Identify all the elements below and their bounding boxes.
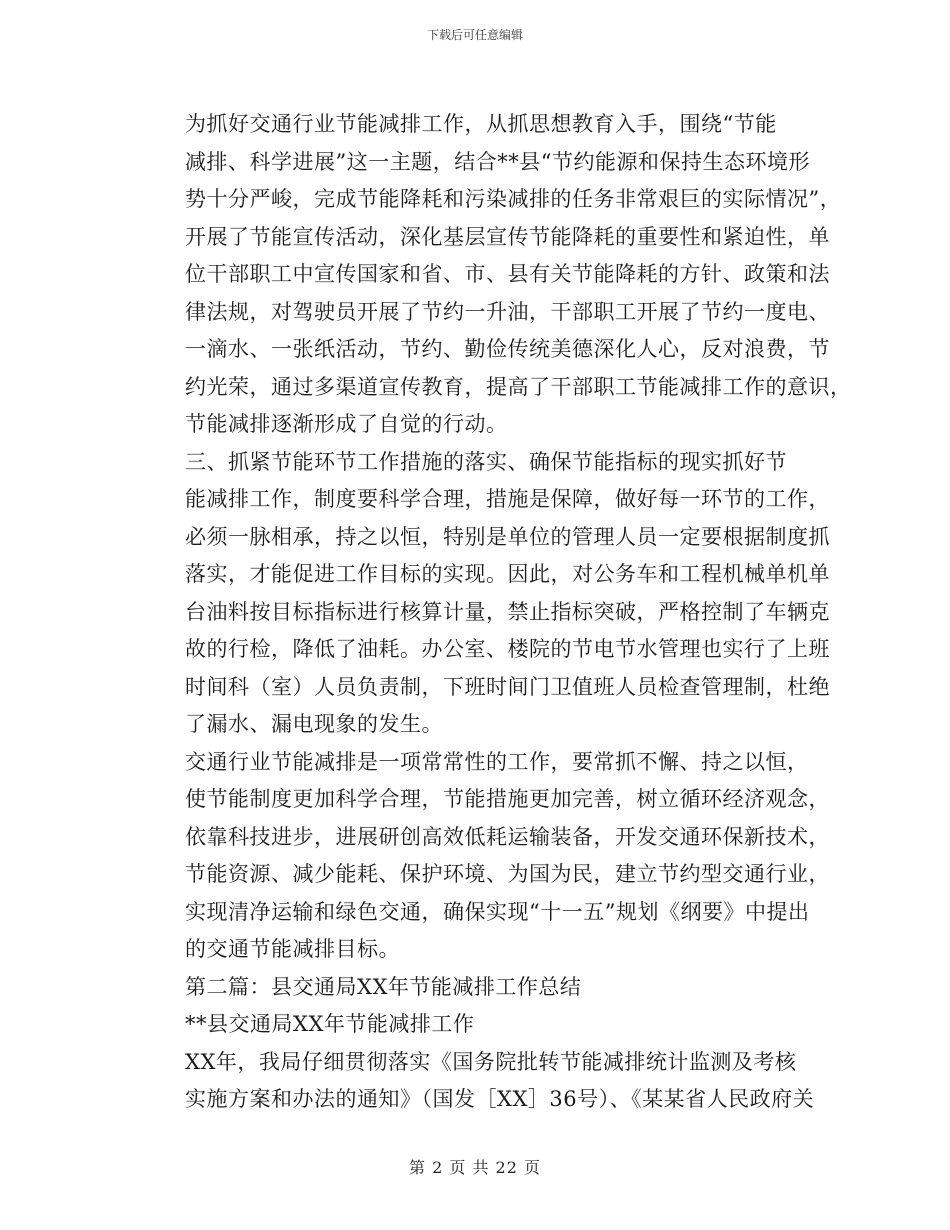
text-line: 一滴水、一张纸活动，节约、勤俭传统美德深化人心，反对浪费，节 <box>185 337 830 361</box>
text-line: 开展了节能宣传活动，深化基层宣传节能降耗的重要性和紧迫性，单 <box>185 224 830 249</box>
text-line: 故的行检，降低了油耗。办公室、楼院的节电节水管理也实行了上班 <box>185 637 830 661</box>
paragraph-xx-year <box>143 1044 815 1119</box>
text-line: 交通行业节能减排是一项常常性的工作，要常抓不懈、持之以恒， <box>185 749 809 774</box>
page-header: 下载后可任意编辑 <box>426 28 523 42</box>
document-body <box>143 106 852 1119</box>
text-line: 三、抓紧节能环节工作措施的落实、确保节能指标的现实抓好节 <box>185 449 787 474</box>
paragraph-measures <box>143 444 830 744</box>
text-line: 律法规，对驾驶员开展了节约一升油，干部职工开展了节约一度电、 <box>185 299 830 324</box>
paragraph-publicity <box>143 106 852 444</box>
text-line: 实现清净运输和绿色交通，确保实现“十一五”规划《纲要》中提出 <box>185 899 810 924</box>
text-line: 必须一脉相承，持之以恒，特别是单位的管理人员一定要根据制度抓 <box>185 524 830 549</box>
section-heading-part-two <box>143 969 811 1007</box>
text-line: 依靠科技进步，进展研创高效低耗运输装备，开发交通环保新技术， <box>185 824 830 849</box>
text-line: 使节能制度更加科学合理，节能措施更加完善，树立循环经济观念， <box>185 787 830 811</box>
text-line: 第二篇：县交通局XX年节能减排工作总结 <box>185 974 582 999</box>
text-line: **县交通局XX年节能减排工作 <box>185 1012 475 1036</box>
text-line: 势十分严峻，完成节能降耗和污染减排的任务非常艰巨的实际情况”， <box>185 187 842 211</box>
paragraph-conclusion <box>143 744 830 969</box>
text-line: 位干部职工中宣传国家和省、市、县有关节能降耗的方针、政策和法 <box>185 262 830 286</box>
text-line: 能减排工作，制度要科学合理，措施是保障，做好每一环节的工作， <box>185 487 830 511</box>
text-line: XX年，我局仔细贯彻落实《国务院批转节能减排统计监测及考核 <box>185 1049 797 1074</box>
text-line: 节能资源、减少能耗、保护环境、为国为民，建立节约型交通行业， <box>185 862 830 886</box>
page-number-footer: 第 2 页 共 22 页 <box>409 1158 541 1177</box>
text-line: 时间科（室）人员负责制，下班时间门卫值班人员检查管理制，杜绝 <box>185 674 830 699</box>
text-line: 落实，才能促进工作目标的实现。因此，对公务车和工程机械单机单 <box>185 562 830 586</box>
text-line: 节能减排逐渐形成了自觉的行动。 <box>185 412 508 436</box>
text-line: 实施方案和办法的通知》（国发［XX］36号）、《某某省人民政府关 <box>185 1087 815 1111</box>
text-line: 了漏水、漏电现象的发生。 <box>185 712 443 736</box>
text-line: 减排、科学进展”这一主题，结合**县“节约能源和保持生态环境形 <box>185 149 810 174</box>
text-line: 为抓好交通行业节能减排工作，从抓思想教育入手，围绕“节能 <box>185 112 777 136</box>
text-line: 的交通节能减排目标。 <box>185 937 400 961</box>
section-subtitle <box>143 1006 811 1044</box>
text-line: 约光荣，通过多渠道宣传教育，提高了干部职工节能减排工作的意识， <box>185 374 852 399</box>
text-line: 台油料按目标指标进行核算计量，禁止指标突破，严格控制了车辆克 <box>185 599 830 624</box>
